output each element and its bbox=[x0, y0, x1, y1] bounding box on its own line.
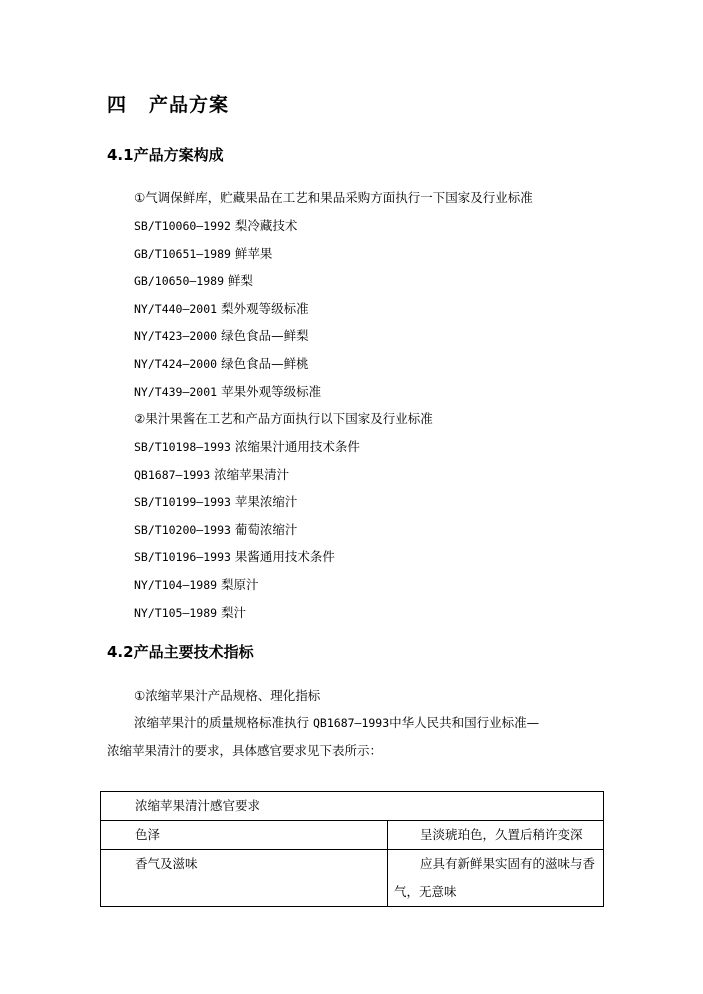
row-value bbox=[388, 821, 604, 850]
intro-line-2: ②果汁果酱在工艺和产品方面执行以下国家及行业标准 bbox=[134, 411, 433, 426]
standard-code: GB/10650—1989 bbox=[134, 274, 225, 289]
standard-item bbox=[134, 354, 309, 372]
chapter-title bbox=[107, 90, 229, 117]
section-heading-4-1: 4.1产品方案构成 bbox=[107, 146, 224, 164]
row-label: 香气及滋味 bbox=[101, 850, 388, 907]
section-heading-4-2: 4.2产品主要技术指标 bbox=[107, 643, 254, 661]
standard-name: 葡萄浓缩汁 bbox=[234, 521, 298, 537]
paragraph-line-2: 浓缩苹果清汁的要求，具体感官要求见下表所示： bbox=[107, 743, 383, 758]
row-value-line1: 应具有新鲜果实固有的滋味与香 bbox=[420, 856, 596, 871]
standard-code: NY/T439—2001 bbox=[134, 384, 218, 399]
standard-code: NY/T424—2000 bbox=[134, 357, 218, 371]
standard-name: 果酱通用技术条件 bbox=[234, 549, 335, 565]
paragraph-standard-code: QB1687—1993 bbox=[313, 716, 390, 730]
paragraph-text-a: 浓缩苹果汁的质量规格标准执行 bbox=[134, 715, 310, 730]
paragraph-text-b: 中华人民共和国行业标准— bbox=[389, 715, 540, 730]
standard-name: 浓缩苹果清汁 bbox=[214, 466, 290, 482]
standard-item bbox=[134, 520, 297, 538]
table-row bbox=[101, 850, 604, 907]
standard-item bbox=[134, 492, 297, 510]
standard-name: 浓缩果汁通用技术条件 bbox=[234, 439, 360, 454]
standard-code: GB/T10651—1989 bbox=[134, 246, 231, 261]
row-value-line2: 气，无意味 bbox=[394, 884, 457, 899]
standard-code: NY/T104—1989 bbox=[134, 578, 218, 592]
standard-code: NY/T423—2000 bbox=[134, 329, 218, 344]
standard-name: 苹果外观等级标准 bbox=[221, 383, 322, 399]
standard-name: 鲜苹果 bbox=[234, 245, 273, 261]
standard-name: 绿色食品—鲜梨 bbox=[221, 328, 309, 344]
standard-name: 梨外观等级标准 bbox=[221, 300, 309, 316]
sensory-table bbox=[100, 791, 604, 907]
standard-name: 苹果浓缩汁 bbox=[234, 494, 298, 510]
standard-item bbox=[134, 437, 360, 455]
row-value-line1: 呈淡琥珀色，久置后稍许变深 bbox=[420, 827, 583, 842]
chapter-number: 四 bbox=[107, 94, 128, 116]
standard-item bbox=[134, 575, 259, 593]
standard-item bbox=[134, 271, 253, 289]
standard-code: SB/T10199—1993 bbox=[134, 495, 231, 510]
item-line-1: ①浓缩苹果汁产品规格、理化指标 bbox=[134, 688, 321, 703]
standard-item bbox=[134, 465, 289, 483]
row-label: 色泽 bbox=[101, 821, 388, 850]
standard-item bbox=[134, 547, 335, 565]
standard-item bbox=[134, 216, 297, 234]
standard-code: NY/T440—2001 bbox=[134, 301, 218, 316]
standard-name: 梨汁 bbox=[221, 604, 247, 620]
standard-code: SB/T10198—1993 bbox=[134, 440, 231, 454]
standard-item bbox=[134, 603, 246, 621]
chapter-name: 产品方案 bbox=[149, 94, 230, 116]
standard-item bbox=[134, 326, 309, 344]
table-header: 浓缩苹果清汁感官要求 bbox=[101, 792, 604, 821]
intro-line-1: ①气调保鲜库，贮藏果品在工艺和果品采购方面执行一下国家及行业标准 bbox=[134, 190, 533, 205]
standard-code: SB/T10196—1993 bbox=[134, 550, 231, 565]
standard-code: NY/T105—1989 bbox=[134, 605, 218, 620]
standard-code: QB1687—1993 bbox=[134, 467, 211, 482]
table-row bbox=[101, 821, 604, 850]
standard-name: 梨原汁 bbox=[221, 577, 259, 592]
standard-name: 鲜梨 bbox=[228, 273, 254, 289]
standard-item bbox=[134, 382, 321, 400]
paragraph-line-1 bbox=[134, 713, 539, 731]
standard-name: 梨冷藏技术 bbox=[234, 218, 298, 233]
row-value bbox=[388, 850, 604, 907]
standard-code: SB/T10200—1993 bbox=[134, 522, 231, 537]
standard-name: 绿色食品—鲜桃 bbox=[221, 356, 309, 371]
standard-item bbox=[134, 244, 272, 262]
standard-code: SB/T10060—1992 bbox=[134, 219, 231, 233]
standard-item bbox=[134, 299, 309, 317]
